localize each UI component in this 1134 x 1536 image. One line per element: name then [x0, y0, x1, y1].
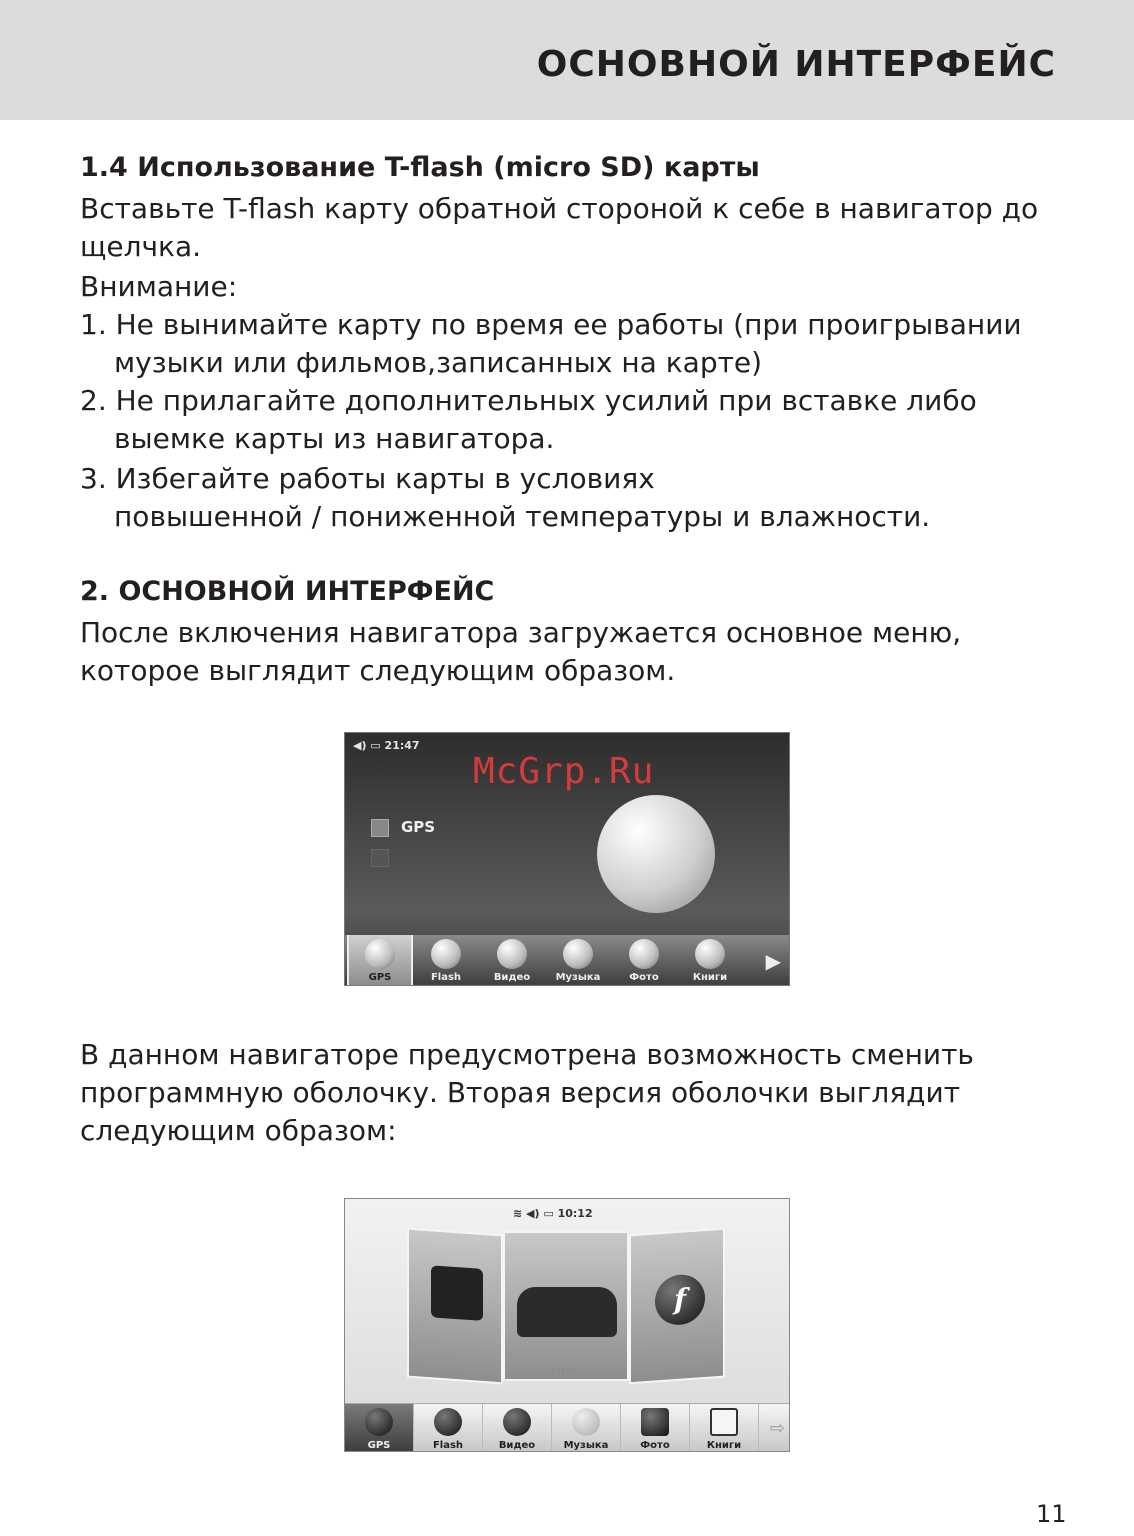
car-icon — [517, 1287, 617, 1337]
toolbar-button-gps[interactable]: GPS — [345, 1404, 414, 1452]
toolbar-button-gps[interactable]: GPS — [347, 935, 413, 986]
section-heading-1-4: 1.4 Использование T-flash (micro SD) карты — [80, 152, 760, 183]
paragraph-line: программную оболочку. Вторая версия оболочки выглядит — [80, 1076, 961, 1109]
gps-icon — [365, 939, 395, 969]
paragraph-line: следующим образом: — [80, 1114, 397, 1147]
list-item-continuation: музыки или фильмов,записанных на карте) — [114, 346, 763, 379]
paragraph-line: щелчка. — [80, 230, 202, 263]
toolbar-button-video[interactable]: Видео — [479, 935, 545, 986]
video-icon — [497, 939, 527, 969]
list-item-continuation: выемке карты из навигатора. — [114, 422, 555, 455]
toolbar-button-flash[interactable]: Flash — [413, 935, 479, 986]
film-reel-icon — [503, 1408, 531, 1436]
book-icon — [710, 1408, 738, 1436]
camera-icon — [641, 1408, 669, 1436]
list-item: 3. Избегайте работы карты в условиях — [80, 462, 655, 495]
flash-icon: f — [655, 1273, 705, 1326]
bottom-toolbar — [345, 935, 790, 986]
toolbar-button-flash[interactable]: Flash — [414, 1404, 483, 1452]
flash-icon — [434, 1408, 462, 1436]
toolbar-button-books[interactable]: Книги — [677, 935, 743, 986]
next-arrow-icon[interactable]: ⇨ — [769, 1418, 785, 1439]
carousel-panel-gps[interactable] — [503, 1231, 629, 1381]
next-arrow-icon[interactable]: ▶ — [765, 949, 781, 973]
list-item: 2. Не прилагайте дополнительных усилий при вставке либо — [80, 384, 977, 417]
paragraph-line: которое выглядит следующим образом. — [80, 654, 676, 687]
header-title: ОСНОВНОЙ ИНТЕРФЕЙС — [536, 44, 1056, 85]
status-bar: ≋ ◀) ▭ 10:12 — [513, 1207, 593, 1220]
list-item-continuation: повышенной / пониженной температуры и влажности. — [114, 500, 931, 533]
toolbar-button-music[interactable]: Музыка — [552, 1404, 621, 1452]
list-item: 1. Не вынимайте карту по время ее работы (при проигрывании — [80, 308, 1022, 341]
carousel-panel-flash[interactable] — [629, 1228, 725, 1385]
toolbar-button-books[interactable]: Книги — [690, 1404, 759, 1452]
page-number: 11 — [1036, 1500, 1067, 1528]
dice-icon — [431, 1265, 483, 1321]
page-header — [0, 0, 1134, 120]
paragraph-line: В данном навигаторе предусмотрена возможность сменить — [80, 1038, 974, 1071]
navigator-screenshot-1 — [344, 732, 790, 986]
menu-indicator — [371, 819, 389, 837]
section-heading-2: 2. ОСНОВНОЙ ИНТЕРФЕЙС — [80, 576, 495, 607]
toolbar-button-photo[interactable]: Фото — [621, 1404, 690, 1452]
music-icon — [563, 939, 593, 969]
menu-indicator — [371, 849, 389, 867]
toolbar-button-video[interactable]: Видео — [483, 1404, 552, 1452]
toolbar-button-photo[interactable]: Фото — [611, 935, 677, 986]
flash-icon — [431, 939, 461, 969]
navigator-screenshot-2 — [344, 1198, 790, 1452]
music-note-icon — [572, 1408, 600, 1436]
carousel-panel-games[interactable] — [407, 1228, 503, 1385]
car-icon — [365, 1408, 393, 1436]
paragraph-line: После включения навигатора загружается основное меню, — [80, 616, 962, 649]
menu-item-gps[interactable]: GPS — [401, 818, 436, 836]
carousel-label: GPS — [551, 1365, 579, 1379]
books-icon — [695, 939, 725, 969]
bottom-toolbar — [345, 1403, 790, 1452]
paragraph-line: Вставьте T-flash карту обратной стороной к себе в навигатор до — [80, 192, 1039, 225]
status-bar: ◀) ▭ 21:47 — [353, 739, 420, 752]
warning-label: Внимание: — [80, 270, 238, 303]
photo-icon — [629, 939, 659, 969]
watermark: McGrp.Ru — [473, 751, 655, 792]
toolbar-button-music[interactable]: Музыка — [545, 935, 611, 986]
gps-road-icon — [597, 795, 715, 913]
